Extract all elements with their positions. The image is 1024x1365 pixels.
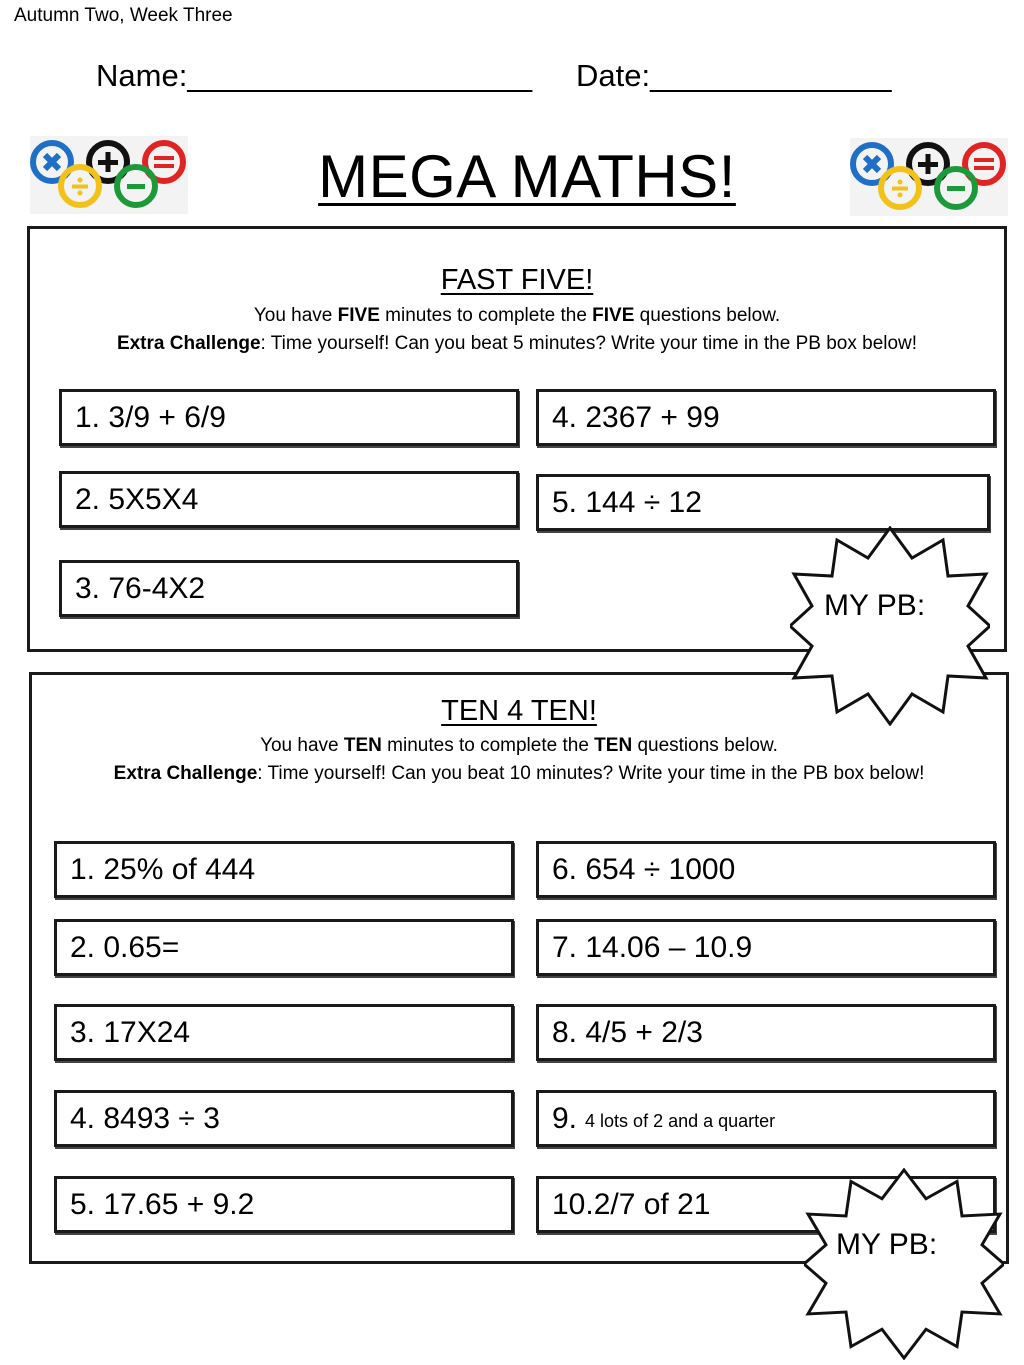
ten-4-ten-instructions [32, 735, 1006, 757]
challenge-label: Extra Challenge [116, 333, 261, 354]
ten-4-ten-title: TEN 4 TEN! [441, 695, 597, 727]
instr-bold: FIVE [337, 305, 380, 326]
question-box[interactable]: 1. 3/9 + 6/9 [59, 389, 519, 446]
name-blank: ____________________ [187, 58, 533, 93]
question-box[interactable]: 1. 25% of 444 [54, 841, 514, 898]
instr-bold: TEN [343, 735, 382, 756]
pb-label: MY PB: [824, 589, 926, 622]
instr-bold: TEN [594, 735, 633, 756]
date-blank: ______________ [650, 58, 892, 93]
fast-five-title: FAST FIVE! [440, 264, 594, 296]
instr-bold: FIVE [592, 305, 635, 326]
fast-five-instructions [30, 305, 1004, 327]
question-box[interactable]: 4. 8493 ÷ 3 [54, 1090, 514, 1147]
week-label: Autumn Two, Week Three [14, 5, 233, 26]
question-box[interactable]: 10.2/7 of 21 [536, 1176, 996, 1233]
question-box[interactable]: 5. 144 ÷ 12 [536, 474, 990, 531]
name-field[interactable] [96, 58, 532, 94]
instr-text: questions below. [634, 305, 781, 326]
question-detail: 4 lots of 2 and a quarter [585, 1111, 776, 1131]
question-box[interactable]: 6. 654 ÷ 1000 [536, 841, 996, 898]
question-box[interactable]: 8. 4/5 + 2/3 [536, 1004, 996, 1061]
question-box[interactable]: 2. 0.65= [54, 919, 514, 976]
question-box[interactable] [536, 1090, 996, 1147]
question-box[interactable]: 3. 76-4X2 [59, 560, 519, 617]
name-label: Name: [96, 58, 188, 93]
question-box[interactable]: 4. 2367 + 99 [536, 389, 996, 446]
challenge-text: : Time yourself! Can you beat 5 minutes? Write your time in the PB box below! [260, 333, 918, 354]
instr-text: questions below. [632, 735, 778, 756]
challenge-label: Extra Challenge [113, 763, 258, 784]
star-burst-icon [804, 1168, 1004, 1360]
question-box[interactable]: 2. 5X5X4 [59, 471, 519, 528]
question-box[interactable]: 7. 14.06 – 10.9 [536, 919, 996, 976]
instr-text: minutes to complete the [379, 305, 593, 326]
instr-text: You have [260, 735, 344, 756]
question-number: 9. [552, 1101, 578, 1135]
question-box[interactable]: 5. 17.65 + 9.2 [54, 1176, 514, 1233]
question-box[interactable]: 3. 17X24 [54, 1004, 514, 1061]
fast-five-challenge [30, 333, 1004, 355]
date-label: Date: [576, 58, 651, 93]
instr-text: minutes to complete the [381, 735, 595, 756]
my-pb-star-fast-five[interactable] [790, 526, 990, 726]
page-title: MEGA MATHS! [318, 143, 736, 210]
instr-text: You have [253, 305, 338, 326]
star-burst-icon [790, 526, 990, 726]
pb-label: MY PB: [836, 1228, 938, 1261]
my-pb-star-ten-4-ten[interactable] [804, 1168, 1004, 1360]
date-field[interactable] [576, 58, 891, 94]
ten-4-ten-challenge [32, 763, 1006, 785]
challenge-text: : Time yourself! Can you beat 10 minutes? Write your time in the PB box below! [257, 763, 925, 784]
